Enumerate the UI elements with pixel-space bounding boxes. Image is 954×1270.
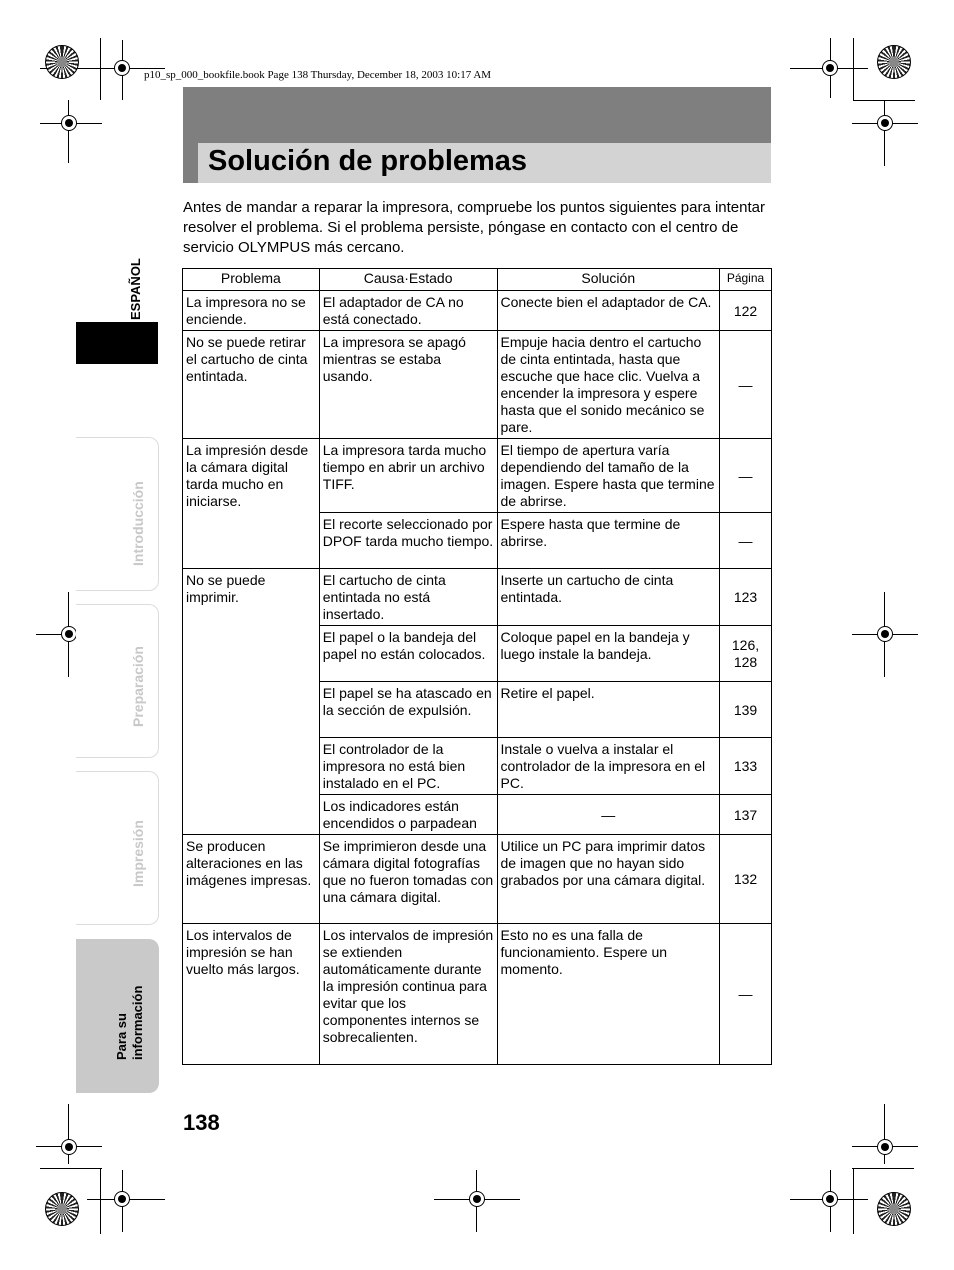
cause-cell: Los indicadores están encendidos o parpadean — [319, 795, 497, 835]
problem-cell: La impresión desde la cámara digital tarda mucho en iniciarse. — [183, 439, 320, 569]
page-cell: 126, 128 — [720, 626, 772, 682]
registration-mark-icon — [114, 60, 130, 76]
page-cell: — — [720, 439, 772, 513]
cause-cell: El papel se ha atascado en la sección de expulsión. — [319, 682, 497, 738]
tab-label: Preparación — [130, 646, 146, 727]
tab-label-line2: información — [130, 985, 145, 1060]
table-header-row — [183, 269, 772, 291]
page-number: 138 — [183, 1110, 220, 1135]
problem-cell: No se puede imprimir. — [183, 569, 320, 835]
tab-impresion[interactable] — [76, 771, 159, 925]
language-label: ESPAÑOL — [128, 258, 143, 320]
page-cell: 133 — [720, 738, 772, 795]
tab-label-line1: Para su — [114, 1013, 129, 1060]
tab-label: Impresión — [130, 820, 146, 887]
title-banner — [183, 87, 771, 143]
solution-cell: Inserte un cartucho de cinta entintada. — [497, 569, 720, 626]
header-solucion: Solución — [497, 269, 720, 291]
solution-cell: Empuje hacia dentro el cartucho de cinta entintada, hasta que escuche que hace clic. Vuelva a encender la impresora y espere hasta que el sonido mecánico se pare. — [497, 331, 720, 439]
problem-cell: Los intervalos de impresión se han vuelto más largos. — [183, 924, 320, 1065]
table-row — [183, 835, 772, 924]
cause-cell: La impresora se apagó mientras se estaba usando. — [319, 331, 497, 439]
solution-cell: Esto no es una falla de funcionamiento. Espere un momento. — [497, 924, 720, 1065]
page-cell: 122 — [720, 291, 772, 331]
cause-cell: Se imprimieron desde una cámara digital fotografías que no fueron tomadas con una cámara digital. — [319, 835, 497, 924]
header-causa-estado: Causa·Estado — [319, 269, 497, 291]
table-row — [183, 439, 772, 513]
tab-introduccion[interactable] — [76, 437, 159, 591]
troubleshooting-table — [182, 268, 772, 1065]
cause-cell: El recorte seleccionado por DPOF tarda mucho tiempo. — [319, 513, 497, 569]
page-cell: 137 — [720, 795, 772, 835]
cause-cell: El controlador de la impresora no está bien instalado en el PC. — [319, 738, 497, 795]
page-cell: 132 — [720, 835, 772, 924]
solution-cell: Conecte bien el adaptador de CA. — [497, 291, 720, 331]
page-cell: 139 — [720, 682, 772, 738]
cause-cell: Los intervalos de impresión se extienden automáticamente durante la impresión continua para evitar que los componentes internos se sobrecalienten. — [319, 924, 497, 1065]
tab-preparacion[interactable] — [76, 604, 159, 758]
solution-cell: Retire el papel. — [497, 682, 720, 738]
solution-cell: Espere hasta que termine de abrirse. — [497, 513, 720, 569]
problem-cell: La impresora no se enciende. — [183, 291, 320, 331]
title-banner-accent — [183, 143, 198, 183]
solution-cell: Utilice un PC para imprimir datos de imagen que no hayan sido grabados por una cámara digital. — [497, 835, 720, 924]
color-rosette-icon — [45, 45, 79, 79]
header-pagina: Página — [720, 269, 772, 291]
problem-cell: Se producen alteraciones en las imágenes impresas. — [183, 835, 320, 924]
tab-para-su-informacion[interactable] — [76, 939, 159, 1093]
tab-label: Introducción — [130, 481, 146, 566]
page-cell: — — [720, 331, 772, 439]
table-row — [183, 924, 772, 1065]
page-cell: — — [720, 924, 772, 1065]
language-tab-marker — [76, 322, 158, 364]
cause-cell: La impresora tarda mucho tiempo en abrir un archivo TIFF. — [319, 439, 497, 513]
page-cell: — — [720, 513, 772, 569]
cause-cell: El adaptador de CA no está conectado. — [319, 291, 497, 331]
page-title: Solución de problemas — [208, 145, 528, 177]
cause-cell: El cartucho de cinta entintada no está insertado. — [319, 569, 497, 626]
table-row — [183, 291, 772, 331]
solution-cell: El tiempo de apertura varía dependiendo del tamaño de la imagen. Espere hasta que termine de abrirse. — [497, 439, 720, 513]
file-header: p10_sp_000_bookfile.book Page 138 Thursday, December 18, 2003 10:17 AM — [144, 69, 492, 81]
cause-cell: El papel o la bandeja del papel no están colocados. — [319, 626, 497, 682]
page-cell: 123 — [720, 569, 772, 626]
header-problema: Problema — [183, 269, 320, 291]
table-row — [183, 331, 772, 439]
table-row — [183, 569, 772, 626]
problem-cell: No se puede retirar el cartucho de cinta entintada. — [183, 331, 320, 439]
solution-cell: Coloque papel en la bandeja y luego instale la bandeja. — [497, 626, 720, 682]
solution-cell: — — [497, 795, 720, 835]
intro-paragraph: Antes de mandar a reparar la impresora, compruebe los puntos siguientes para intentar resolver el problema. Si el problema persiste, póngase en contacto con el centro de servicio OLYMPUS más cercano. — [183, 199, 765, 256]
solution-cell: Instale o vuelva a instalar el controlador de la impresora en el PC. — [497, 738, 720, 795]
